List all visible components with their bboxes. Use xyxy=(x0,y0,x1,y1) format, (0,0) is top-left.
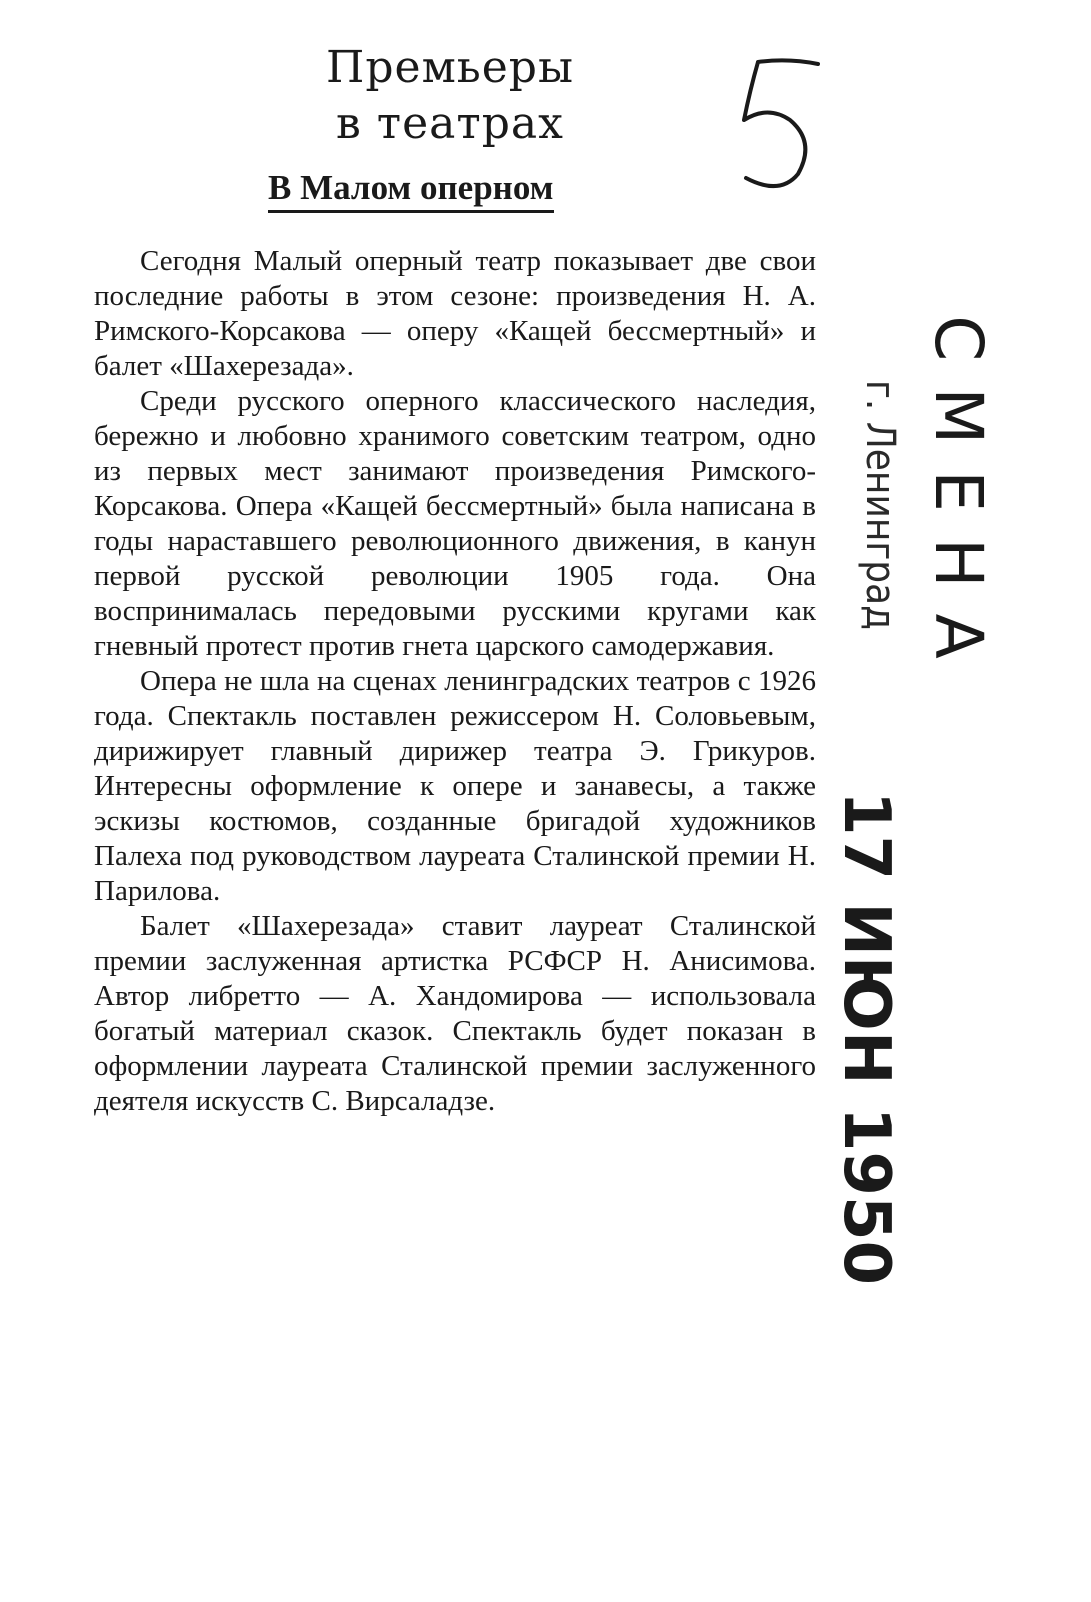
subheadline: В Малом оперном xyxy=(268,168,554,213)
paragraph-3: Опера не шла на сценах ленинградских театров с 1926 года. Спектакль поставлен режиссером Н. Соловьевым, дирижирует главный дирижер театра Э. Грикуров. Интересны оформление к опере и занавесы, а также эскизы костюмов, созданные бригадой художников Палеха под руководством лауреата Сталинской премии Н. Парилова. xyxy=(94,665,816,907)
headline: Премьеры в театрах xyxy=(326,42,574,149)
stamp-city: г. Ленинград xyxy=(857,379,903,631)
article-body xyxy=(94,244,816,1119)
paragraph-2: Среди русского оперного классического наследия, бережно и любовно хранимого советским театром, одно из первых мест занимают произведения Римского-Корсакова. Опера «Кащей бессмертный» была написана в годы нараставшего революционного движения, в канун первой русской революции 1905 года. Она воспринималась передовыми русскими кругами как гневный протест против гнета царского самодержавия. xyxy=(94,385,816,662)
stamp-date: 17 ИЮН 1950 xyxy=(829,791,903,1285)
paragraph-4: Балет «Шахерезада» ставит лауреат Сталинской премии заслуженная артистка РСФСР Н. Анисимова. Автор либретто — А. Хандомирова — использовала богатый материал сказок. Спектакль будет показан в оформлении лауреата Сталинской премии заслуженного деятеля искусств С. Вирсаладзе. xyxy=(94,910,816,1117)
handwritten-number-5 xyxy=(728,50,828,200)
stamp-newspaper-name: СМЕНА xyxy=(920,315,997,685)
paragraph-1: Сегодня Малый оперный театр показывает две свои последние работы в этом сезоне: произведения Н. А. Римского-Корсакова — оперу «Кащей бессмертный» и балет «Шахерезада». xyxy=(94,245,816,382)
